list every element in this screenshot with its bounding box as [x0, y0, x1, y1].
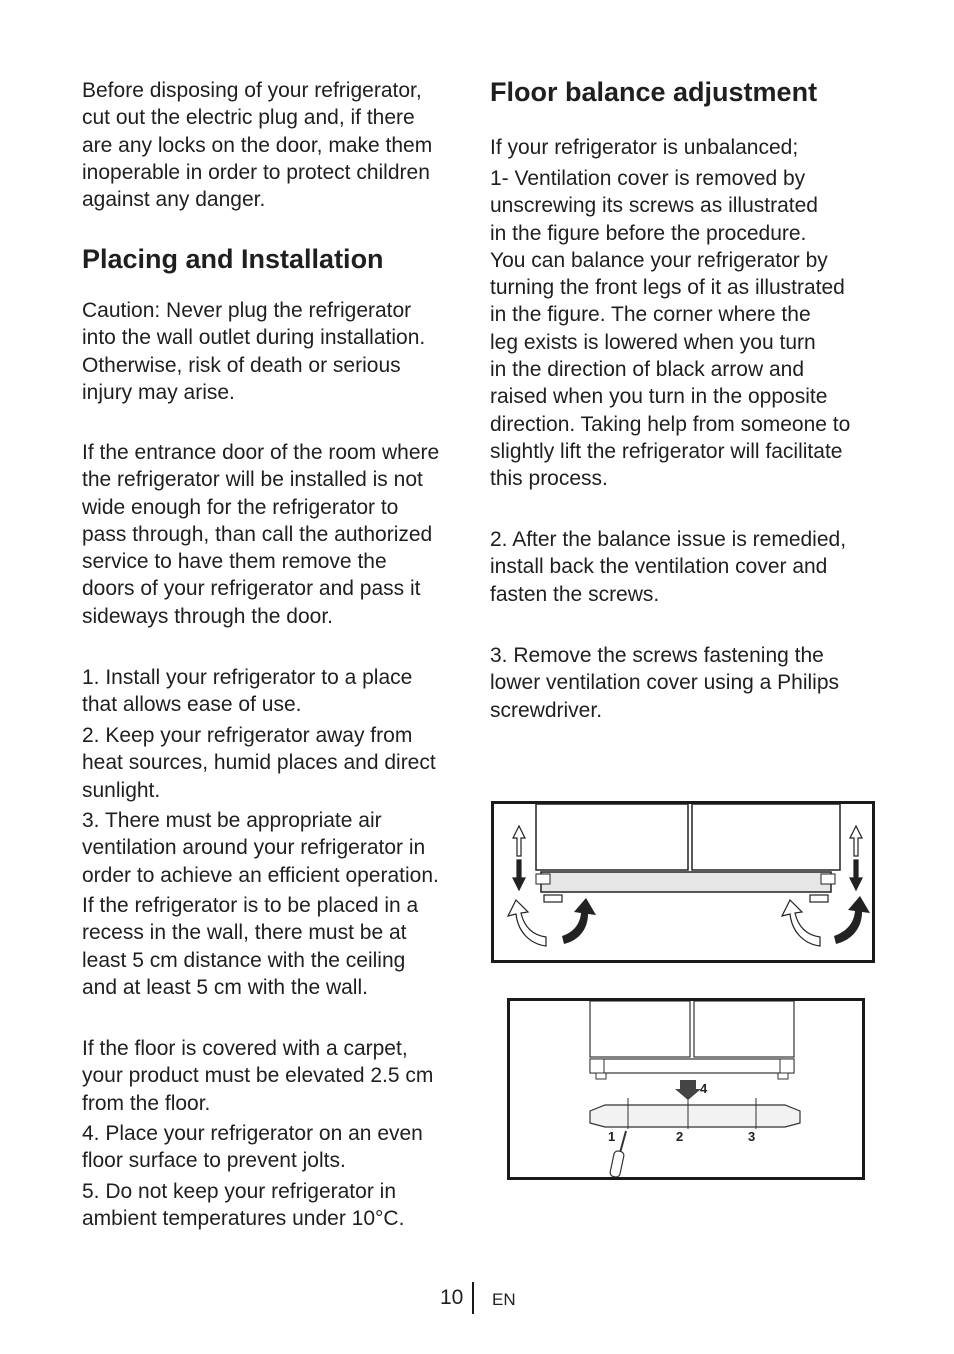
install-item-4: 4. Place your refrigerator on an even floor surface to prevent jolts.	[82, 1122, 423, 1173]
up-down-arrow-icon	[513, 826, 525, 890]
figure-label-2: 2	[676, 1129, 684, 1144]
install-item-3: 3. There must be appropriate air ventilation around your refrigerator in order to achieve an efficient operation.	[82, 809, 439, 887]
leveling-feet-illustration	[494, 804, 872, 960]
balance-step-2: 2. After the balance issue is remedied, install back the ventilation cover and fasten the screws.	[490, 528, 847, 606]
placing-installation-heading: Placing and Installation	[82, 244, 384, 274]
floor-balance-heading: Floor balance adjustment	[490, 77, 818, 107]
page-number: 10	[440, 1286, 464, 1309]
balance-step-3: 3. Remove the screws fastening the lower ventilation cover using a Philips screwdriver.	[490, 644, 840, 722]
entrance-door-paragraph: If the entrance door of the room where the refrigerator will be installed is not wide enough for the refrigerator to pass through, than call the authorized service to have them remove the doors of your refrigerator and pass it sideways through the door.	[82, 441, 440, 628]
unbalanced-paragraph: If your refrigerator is unbalanced;	[490, 136, 799, 159]
carpet-paragraph: If the floor is covered with a carpet, your product must be elevated 2.5 cm from the floor.	[82, 1037, 434, 1115]
balance-step-1: 1- Ventilation cover is removed by unscrewing its screws as illustrated in the figure before the procedure. You can balance your refrigerator by turning the front legs of it as illustrated in the figure. The corner where the leg exists is lowered when you turn in the direction of black arrow and raised when you turn in the opposite direction. Taking help from someone to slightly lift the refrigerator will facilitate this process.	[490, 167, 851, 491]
figure-label-1: 1	[608, 1129, 616, 1144]
caution-paragraph: Caution: Never plug the refrigerator into the wall outlet during installation. Otherwise, risk of death or serious injury may arise.	[82, 299, 426, 404]
ventilation-cover-figure	[507, 998, 865, 1180]
rotate-counterclockwise-arrow-icon	[782, 900, 820, 946]
down-arrow-icon	[675, 1080, 701, 1100]
install-item-1: 1. Install your refrigerator to a place that allows ease of use.	[82, 666, 413, 717]
rotate-clockwise-arrow-icon	[562, 898, 596, 944]
ventilation-cover-illustration	[510, 1001, 862, 1177]
footer-divider	[472, 1282, 474, 1314]
rotate-clockwise-arrow-icon	[834, 896, 870, 944]
install-item-5: 5. Do not keep your refrigerator in ambient temperatures under 10°C.	[82, 1180, 405, 1231]
rotate-counterclockwise-arrow-icon	[508, 900, 546, 946]
recess-paragraph: If the refrigerator is to be placed in a recess in the wall, there must be at least 5 cm distance with the ceiling and at least 5 cm with the wall.	[82, 894, 419, 999]
up-down-arrow-icon	[850, 826, 862, 890]
figure-label-3: 3	[748, 1129, 756, 1144]
disposal-paragraph: Before disposing of your refrigerator, cut out the electric plug and, if there are any locks on the door, make them inoperable in order to protect children against any danger.	[82, 79, 433, 212]
figure-label-4: 4	[700, 1081, 708, 1096]
install-item-2: 2. Keep your refrigerator away from heat sources, humid places and direct sunlight.	[82, 724, 436, 802]
language-code: EN	[492, 1290, 516, 1309]
leveling-feet-figure	[491, 801, 875, 963]
